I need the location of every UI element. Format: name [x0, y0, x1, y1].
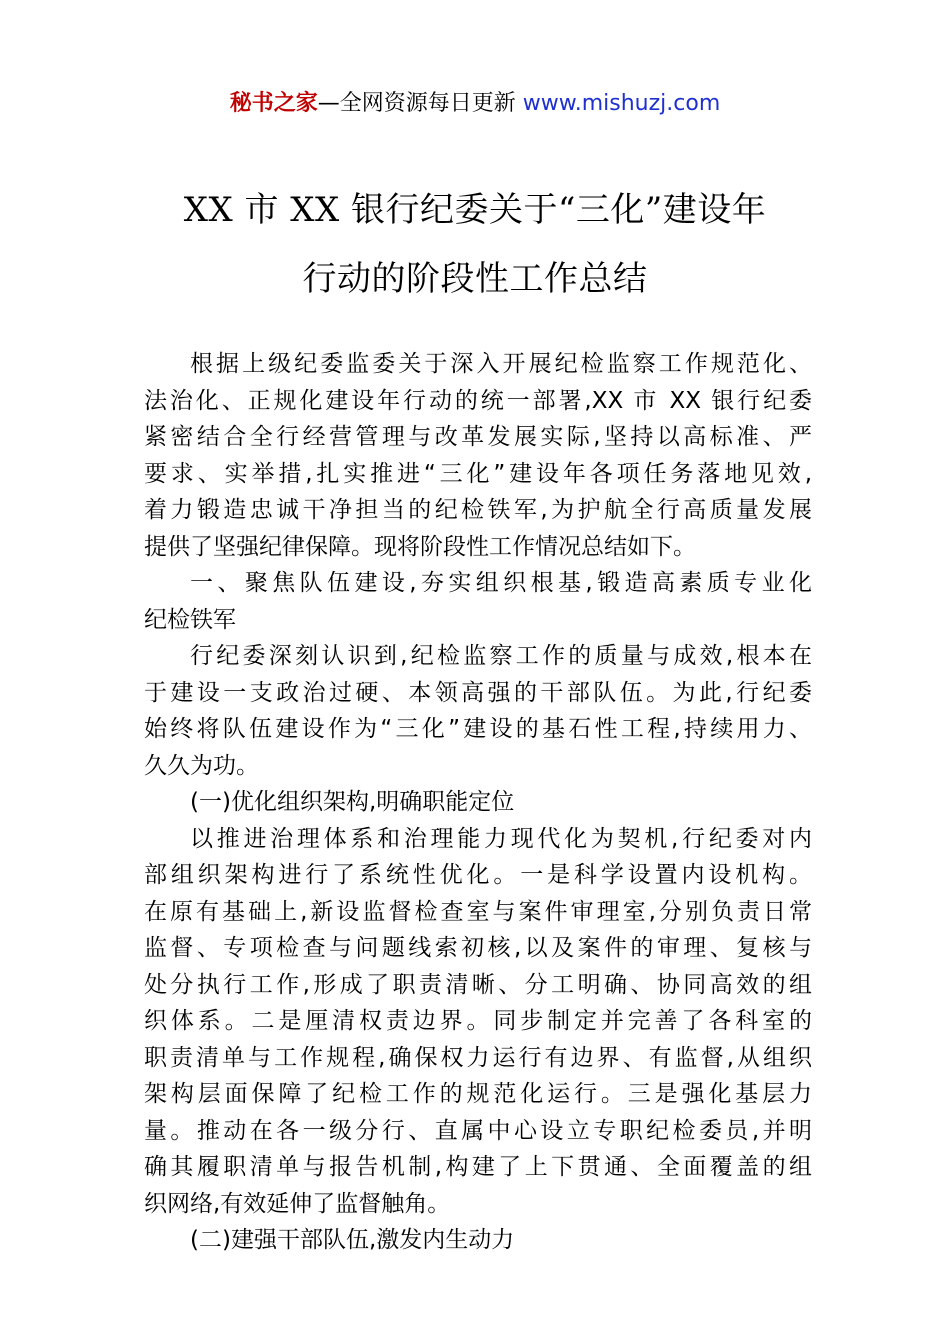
- body-line: 织网络,有效延伸了监督触角。: [144, 1190, 451, 1217]
- site-brand: 秘书之家: [229, 91, 318, 116]
- body-line: 要求、实举措,扎实推进“三化”建设年各项任务落地见效,: [144, 460, 812, 487]
- document-body: [144, 346, 812, 1259]
- subsection-heading: (一)优化组织架构,明确职能定位: [190, 789, 515, 815]
- section-heading: 一、聚焦队伍建设,夯实组织根基,锻造高素质专业化: [190, 570, 812, 596]
- body-line: 始终将队伍建设作为“三化”建设的基石性工程,持续用力、: [144, 716, 812, 742]
- body-line: 确其履职清单与报告机制,构建了上下贯通、全面覆盖的组: [144, 1154, 812, 1180]
- body-line: 以推进治理体系和治理能力现代化为契机,行纪委对内: [190, 825, 812, 852]
- body-line: 量。推动在各一级分行、直属中心设立专职纪检委员,并明: [144, 1117, 812, 1144]
- body-line: 架构层面保障了纪检工作的规范化运行。三是强化基层力: [144, 1081, 812, 1107]
- body-line: 紧密结合全行经营管理与改革发展实际,坚持以高标准、严: [144, 424, 812, 450]
- body-line: 部组织架构进行了系统性优化。一是科学设置内设机构。: [144, 862, 812, 888]
- body-line: 职责清单与工作规程,确保权力运行有边界、有监督,从组织: [144, 1044, 812, 1071]
- body-line: 提供了坚强纪律保障。现将阶段性工作情况总结如下。: [144, 533, 696, 560]
- body-line: 根据上级纪委监委关于深入开展纪检监察工作规范化、: [190, 351, 812, 377]
- body-line: 织体系。二是厘清权责边界。同步制定并完善了各科室的: [144, 1008, 812, 1034]
- body-line: 久久为功。: [144, 752, 259, 779]
- body-line: 监督、专项检查与问题线索初核,以及案件的审理、复核与: [144, 935, 812, 961]
- document-title-line-1: XX 市 XX 银行纪委关于“三化”建设年: [183, 190, 767, 230]
- body-line: 处分执行工作,形成了职责清晰、分工明确、协同高效的组: [144, 971, 812, 998]
- site-header: [0, 86, 950, 122]
- document-title-line-2: 行动的阶段性工作总结: [302, 259, 648, 299]
- body-line: 于建设一支政治过硬、本领高强的干部队伍。为此,行纪委: [144, 679, 812, 706]
- subsection-heading: (二)建强干部队伍,激发内生动力: [190, 1227, 515, 1253]
- section-heading: 纪检铁军: [144, 606, 236, 633]
- body-line: 法治化、正规化建设年行动的统一部署,XX 市 XX 银行纪委: [144, 387, 812, 414]
- body-line: 着力锻造忠诚干净担当的纪检铁军,为护航全行高质量发展: [144, 497, 812, 523]
- body-line: 在原有基础上,新设监督检查室与案件审理室,分别负责日常: [144, 898, 812, 925]
- body-line: 行纪委深刻认识到,纪检监察工作的质量与成效,根本在: [190, 643, 812, 669]
- site-url-link[interactable]: www.mishuzj.com: [522, 91, 721, 116]
- site-tagline: —全网资源每日更新: [317, 91, 523, 116]
